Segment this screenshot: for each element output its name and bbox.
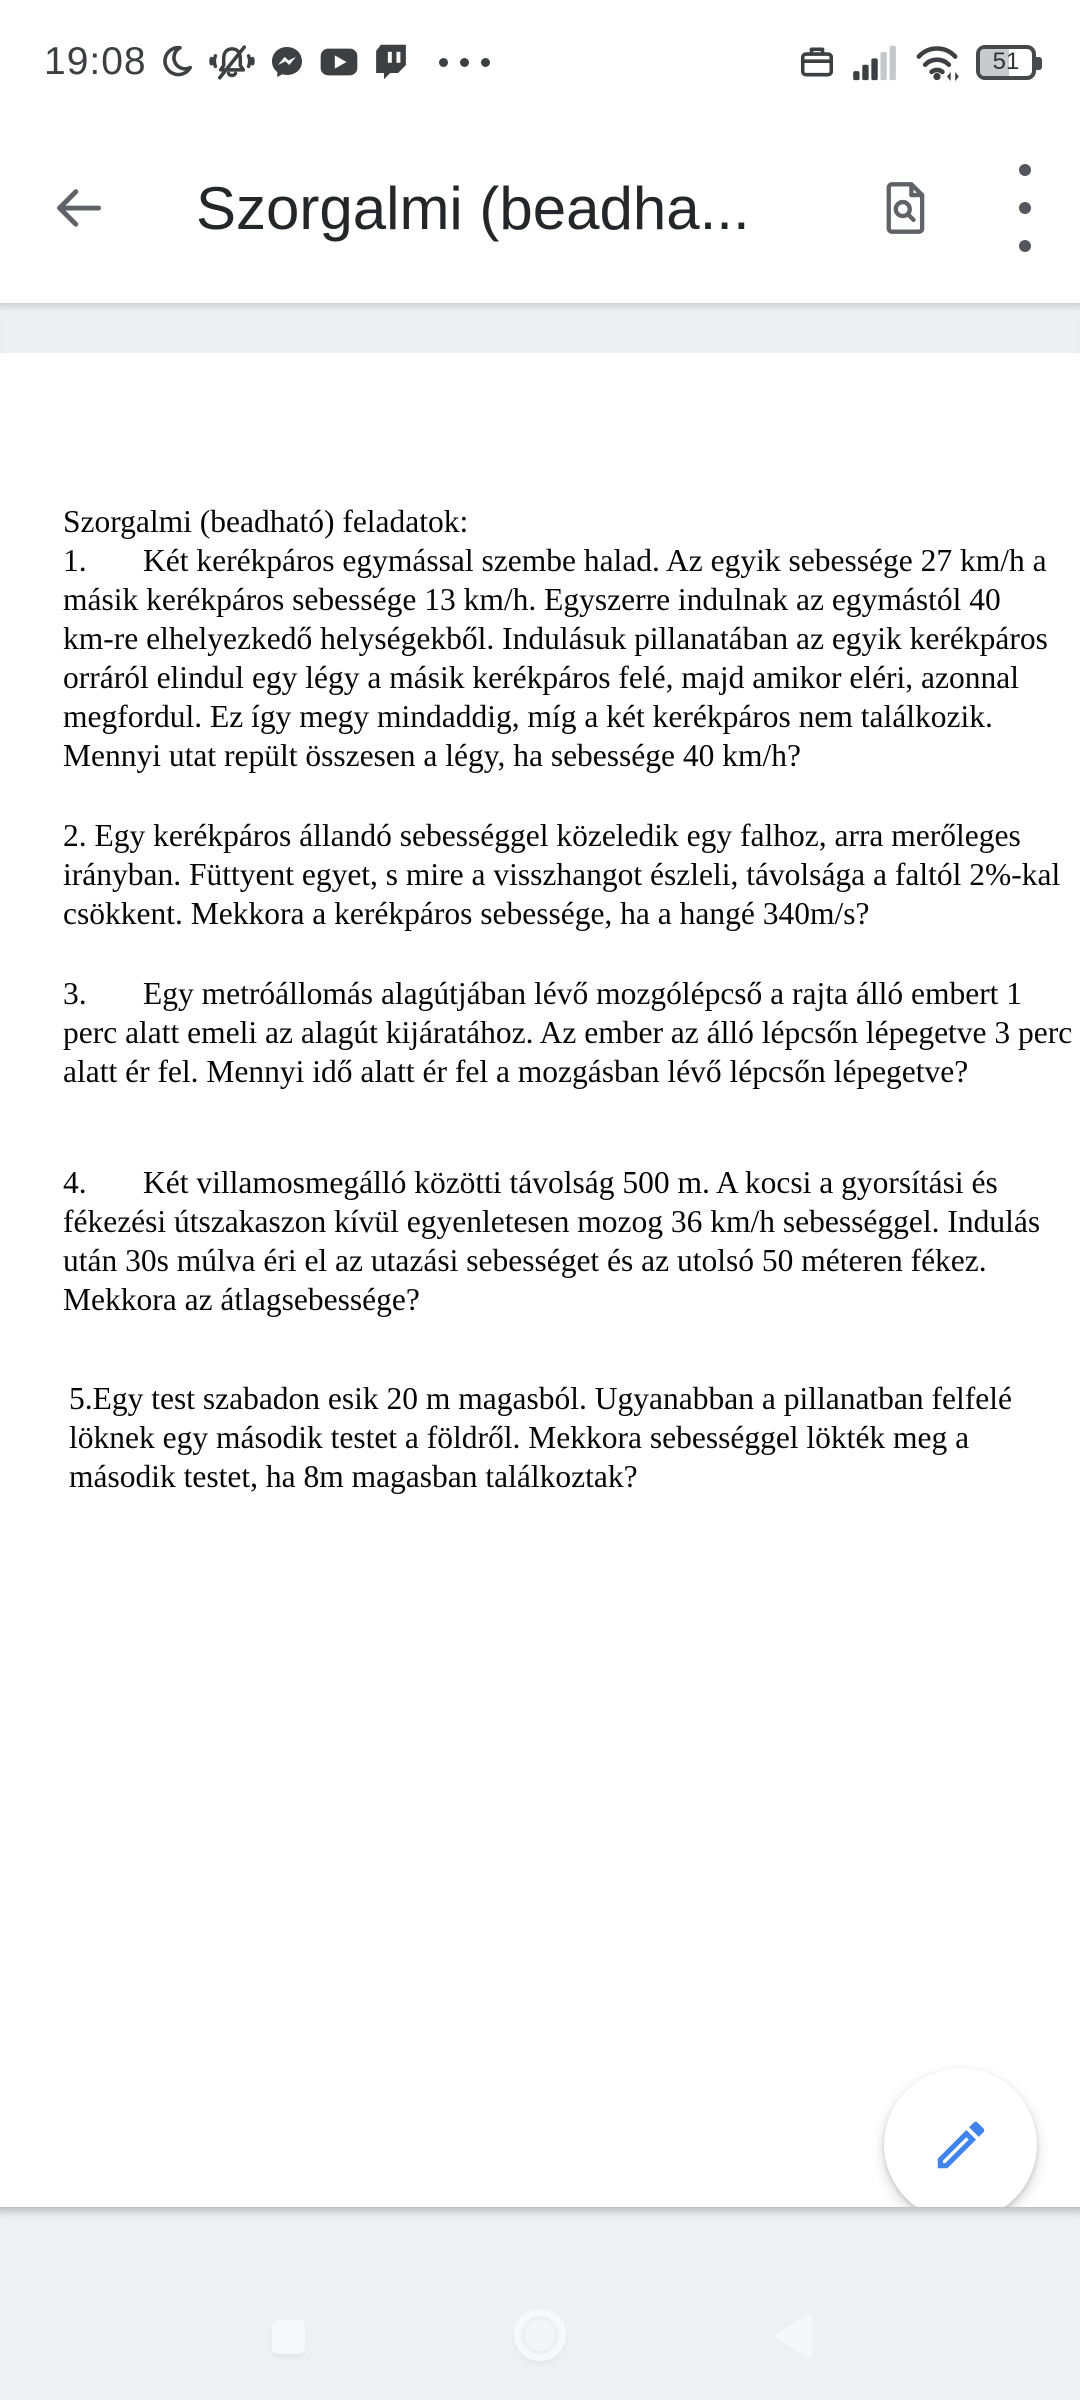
paragraph: Szorgalmi (beadható) feladatok:	[63, 504, 469, 539]
paragraph: 5.Egy test szabadon esik 20 m magasból. Ugyanabban a pillanatban felfelé löknek egy második testet a földről. Mekkora sebességgel lökték meg a második testet, ha 8m magasban találkoztak?	[69, 1381, 1012, 1494]
youtube-icon	[319, 45, 359, 79]
overflow-menu-button[interactable]	[1018, 160, 1032, 256]
battery-percent-text: 51	[992, 48, 1020, 75]
back-button[interactable]	[52, 182, 104, 234]
more-notifications-ellipsis-icon	[439, 58, 490, 67]
edit-fab[interactable]	[884, 2068, 1037, 2221]
find-in-document-button[interactable]	[880, 180, 932, 236]
recents-button[interactable]	[272, 2320, 305, 2354]
status-bar	[0, 30, 1080, 94]
navigation-bar	[0, 2207, 1080, 2400]
app-bar-shadow-gap	[0, 303, 1080, 353]
app-bar	[0, 112, 1080, 304]
battery-icon	[976, 45, 1036, 80]
clock-text: 19:08	[44, 40, 147, 83]
paragraph: 4. Két villamosmegálló közötti távolság 500 m. A kocsi a gyorsítási és fékezési útszakaszon kívül egyenletesen mozog 36 km/h sebességgel. Indulás után 30s múlva éri el az utazási sebességet és az utolsó 50 méteren fékez. Mekkora az átlagsebessége?	[63, 1165, 1041, 1317]
pencil-icon	[930, 2114, 992, 2176]
paragraph: 2. Egy kerékpáros állandó sebességgel közeledik egy falhoz, arra merőleges irányban. Füttyent egyet, s mire a visszhangot észleli, távolsága a faltól 2%-kal csökkent. Mekkora a kerékpáros sebessége, ha a hangé 340m/s?	[63, 818, 1061, 931]
document-title: Szorgalmi (beadha...	[196, 174, 750, 242]
wifi-icon	[914, 42, 960, 82]
document-page[interactable]	[0, 353, 1080, 2207]
work-profile-briefcase-icon	[798, 43, 836, 81]
paragraph: 3. Egy metróállomás alagútjában lévő mozgólépcső a rajta álló embert 1 perc alatt emeli az alagút kijáratához. Az ember az álló lépcsőn lépegetve 3 perc alatt ér fel. Mennyi idő alatt ér fel a mozgásban lévő lépcsőn lépegetve?	[63, 976, 1073, 1089]
home-button[interactable]	[514, 2309, 566, 2361]
messenger-icon	[269, 44, 305, 80]
document-text	[63, 502, 1073, 1496]
paragraph: 1. Két kerékpáros egymással szembe halad. Az egyik sebessége 27 km/h a másik kerékpáros sebessége 13 km/h. Egyszerre indulnak az egymástól 40 km-re elhelyezkedő helységekből. Indulásuk pillanatában az egyik kerékpáros orráról elindul egy légy a másik kerékpáros felé, majd amikor eléri, azonnal megfordul. Ez így megy mindaddig, míg a két kerékpáros nem találkozik. Mennyi utat repült összesen a légy, ha sebessége 40 km/h?	[63, 543, 1048, 773]
back-nav-button[interactable]	[772, 2313, 812, 2359]
twitch-icon	[373, 43, 409, 81]
bell-muted-icon	[209, 41, 255, 83]
moon-icon	[157, 43, 195, 81]
cellular-signal-icon	[852, 42, 898, 82]
